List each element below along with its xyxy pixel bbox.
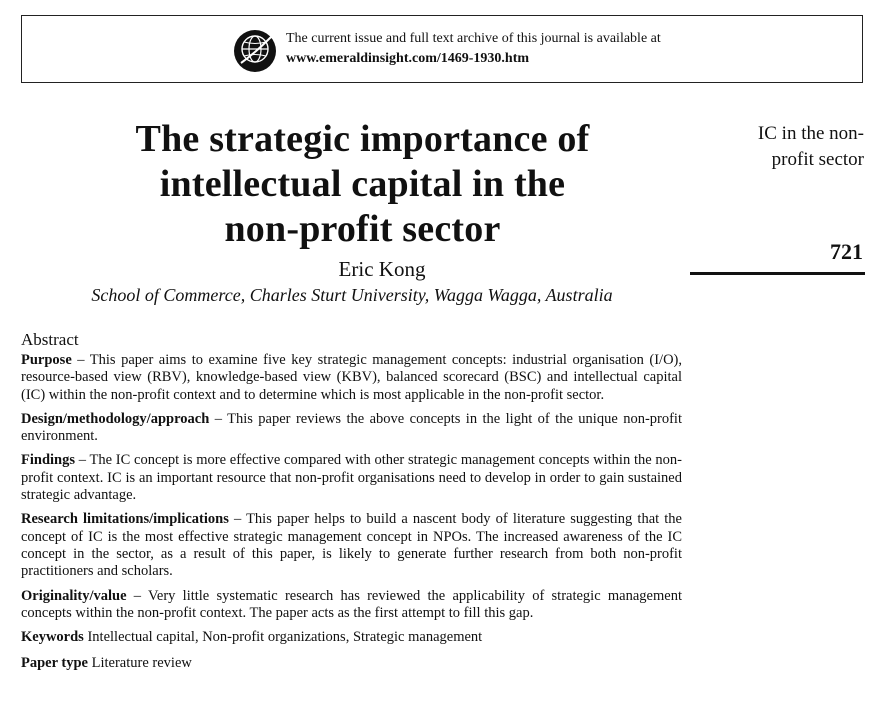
- paper-type-label: Paper type: [21, 655, 88, 672]
- page-number: 721: [830, 239, 863, 264]
- keywords: [21, 629, 682, 646]
- abstract-heading: Abstract: [21, 330, 79, 349]
- keywords-label: Keywords: [21, 629, 84, 646]
- section-text: – The IC concept is more effective compared with other strategic management concepts within the non-profit context. IC is an important resource that non-profit organisations need to develop in order to gain sustained strategic advantage.: [21, 452, 682, 504]
- keywords-text: Intellectual capital, Non-profit organizations, Strategic management: [83, 629, 483, 646]
- abstract-originality: [21, 588, 682, 623]
- section-text: – Very little systematic research has reviewed the applicability of strategic management concepts within the non-profit context. The paper acts as the first attempt to fill this gap.: [21, 587, 682, 621]
- banner-notice: The current issue and full text archive of this journal is available at: [286, 31, 661, 46]
- globe-icon: [233, 29, 277, 73]
- title-line3: non-profit sector: [224, 208, 501, 250]
- title-line2: intellectual capital in the: [159, 163, 566, 205]
- author-name: Eric Kong: [338, 257, 426, 281]
- section-text: – This paper aims to examine five key strategic management concepts: industrial organisation (I/O), resource-based view (RBV), knowledge-based view (KBV), balanced scorecard (BSC) and intellectual capital (IC) within the non-profit context and to determine which is most applicable in the non-profit sector.: [21, 352, 682, 403]
- abstract: [21, 330, 682, 682]
- section-label: Originality/value: [21, 587, 127, 604]
- journal-url-link[interactable]: www.emeraldinsight.com/1469-1930.htm: [286, 51, 530, 66]
- section-label: Findings: [21, 452, 75, 469]
- title-line1: The strategic importance of: [135, 118, 590, 160]
- author-affiliation: School of Commerce, Charles Sturt University, Wagga Wagga, Australia: [91, 285, 613, 305]
- abstract-findings: [21, 452, 682, 504]
- banner-text: [286, 29, 661, 69]
- section-label: Design/methodology/approach: [21, 410, 210, 427]
- paper-type: [21, 655, 682, 672]
- running-title-line2: profit sector: [771, 149, 864, 170]
- section-text: – This paper helps to build a nascent body of literature suggesting that the concept of IC is the most effective strategic management concept in NPOs. The increased awareness of the IC concept in the sector, as a result of this paper, is likely to generate further research from both non-profit practitioners and scholars.: [21, 511, 682, 580]
- paper-type-text: Literature review: [88, 655, 192, 672]
- running-title: [664, 121, 864, 173]
- article-title: [60, 117, 665, 252]
- abstract-limitations: [21, 511, 682, 580]
- section-label: Purpose: [21, 352, 72, 368]
- journal-banner: [21, 15, 863, 83]
- abstract-design: [21, 411, 682, 446]
- section-label: Research limitations/implications: [21, 511, 229, 528]
- abstract-purpose: [21, 352, 682, 404]
- section-text: – This paper reviews the above concepts in the light of the unique non-profit environment.: [21, 410, 682, 445]
- running-title-line1: IC in the non-: [757, 123, 864, 144]
